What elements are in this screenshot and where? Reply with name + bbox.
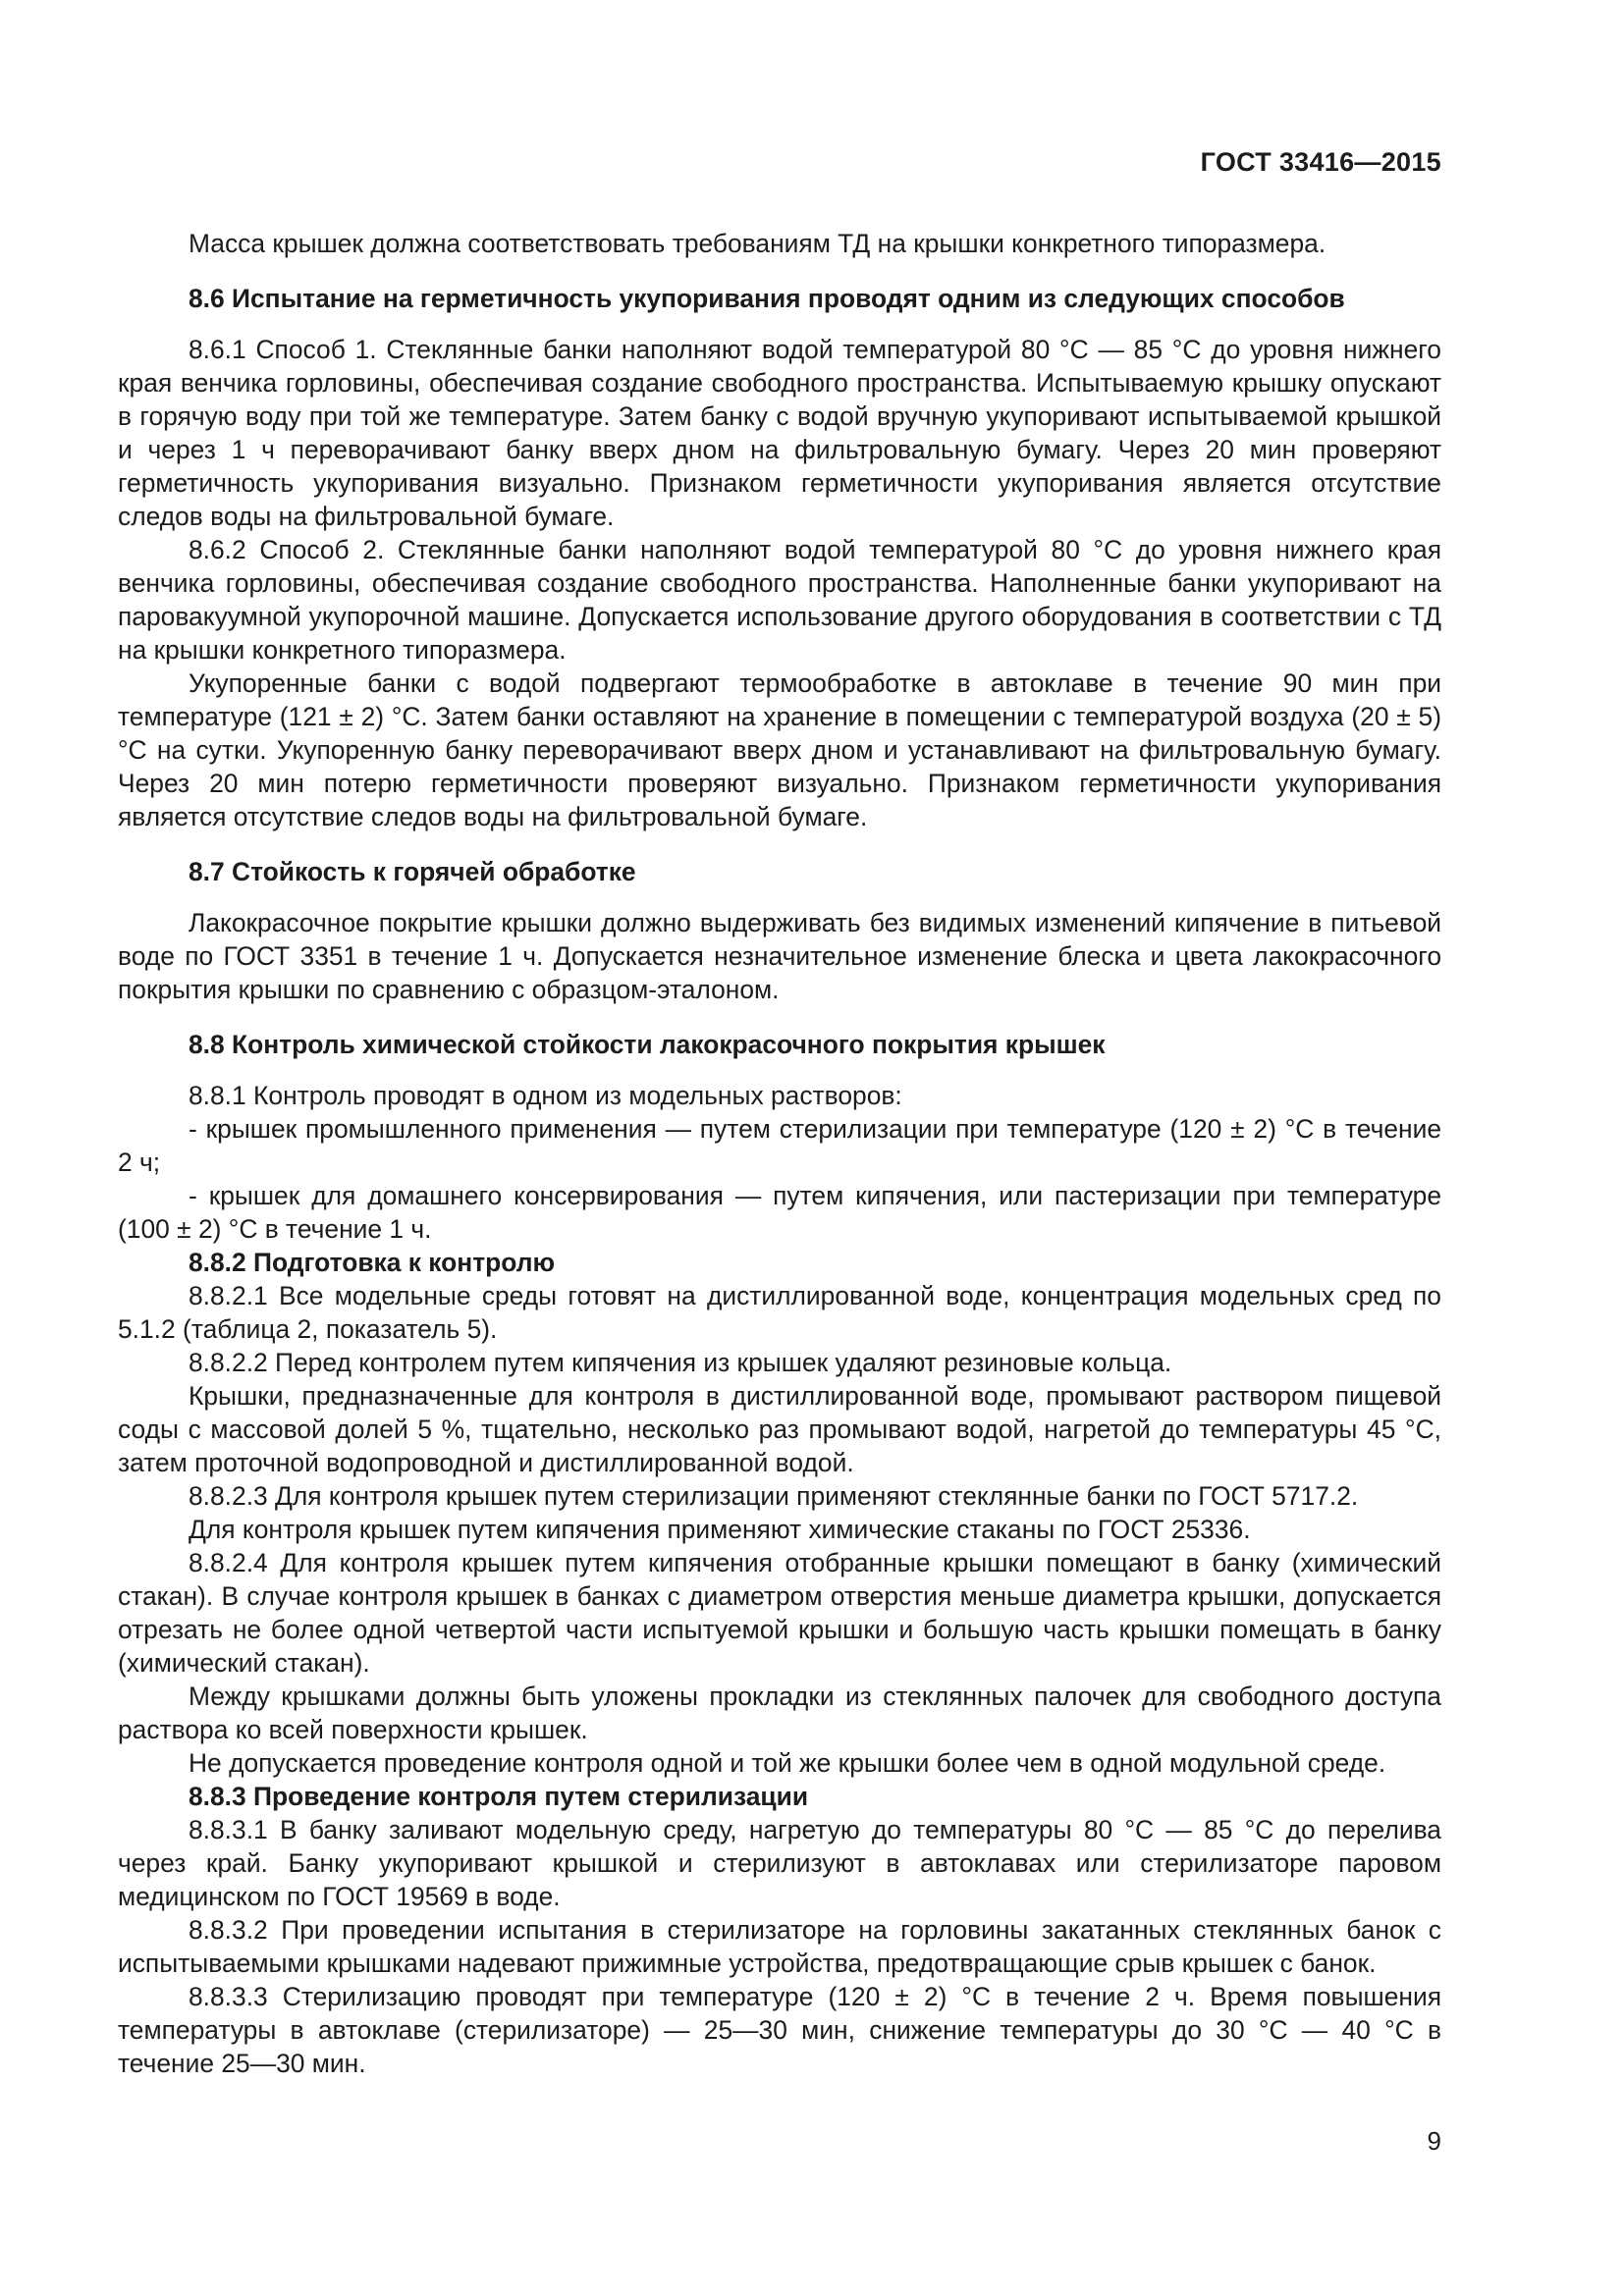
paragraph-8-8-2-4-note: Не допускается проведение контроля одной и той же крышки более чем в одной модульной среде. [189, 1748, 1386, 1778]
heading-8-8-3: 8.8.3 Проведение контроля путем стерилизации [189, 1782, 809, 1811]
paragraph-8-8-2-2: 8.8.2.2 Перед контролем путем кипячения из крышек удаляют резиновые кольца. [189, 1348, 1172, 1377]
list-item-home: - крышек для домашнего консервирования — путем кипячения, или пастеризации при температуре (100 ± 2) °С в течение 1 ч. [118, 1181, 1441, 1244]
list-item-industrial: - крышек промышленного применения — путем стерилизации при температуре (120 ± 2) °С в течение 2 ч; [118, 1114, 1441, 1177]
paragraph-8-6-2: 8.6.2 Способ 2. Стеклянные банки наполняют водой температурой 80 °С до уровня нижнего края венчика горловины, обеспечивая создание свободного пространства. Наполненные банки укупоривают на паровакуумной укупорочной машине. Допускается использование другого оборудования в соответствии с ТД на крышки конкретного типоразмера. [118, 535, 1441, 665]
heading-8-7: 8.7 Стойкость к горячей обработке [189, 857, 636, 886]
paragraph-8-8-3-2: 8.8.3.2 При проведении испытания в стерилизаторе на горловины закатанных стеклянных банок с испытываемыми крышками надевают прижимные устройства, предотвращающие срыв крышек с банок. [118, 1915, 1441, 1978]
paragraph-8-8-2-3: 8.8.2.3 Для контроля крышек путем стерилизации применяют стеклянные банки по ГОСТ 5717.2. [189, 1481, 1359, 1511]
paragraph-8-6-2-cont: Укупоренные банки с водой подвергают термообработке в автоклаве в течение 90 мин при температуре (121 ± 2) °С. Затем банки оставляют на хранение в помещении с температурой воздуха (20 ± 5) °С на сутки. Укупоренную банку переворачивают вверх дном и устанавливают на фильтровальную бумагу. Через 20 мин потерю герметичности проверяют визуально. Признаком герметичности укупоривания является отсутствие следов воды на фильтровальной бумаге. [118, 668, 1441, 831]
paragraph-8-8-3-3: 8.8.3.3 Стерилизацию проводят при температуре (120 ± 2) °С в течение 2 ч. Время повышения температуры в автоклаве (стерилизаторе) — 25—30 мин, снижение температуры до 30 °С — 40 °С в течение 25—30 мин. [118, 1982, 1441, 2078]
heading-8-8: 8.8 Контроль химической стойкости лакокрасочного покрытия крышек [189, 1030, 1106, 1059]
paragraph-8-8-2-1: 8.8.2.1 Все модельные среды готовят на дистиллированной воде, концентрация модельных сред по 5.1.2 (таблица 2, показатель 5). [118, 1281, 1441, 1344]
heading-8-8-2: 8.8.2 Подготовка к контролю [189, 1248, 556, 1277]
heading-8-6: 8.6 Испытание на герметичность укупоривания проводят одним из следующих способов [189, 284, 1345, 313]
page-number: 9 [1427, 2126, 1441, 2156]
paragraph-8-8-2-2-cont: Крышки, предназначенные для контроля в дистиллированной воде, промывают раствором пищевой соды с массовой долей 5 %, тщательно, несколько раз промывают водой, нагретой до температуры 45 °С, затем проточной водопроводной и дистиллированной водой. [118, 1381, 1441, 1477]
paragraph-8-8-2-3-cont: Для контроля крышек путем кипячения применяют химические стаканы по ГОСТ 25336. [189, 1515, 1251, 1544]
paragraph-8-8-2-4-cont: Между крышками должны быть уложены прокладки из стеклянных палочек для свободного доступа раствора ко всей поверхности крышек. [118, 1682, 1441, 1744]
paragraph-8-6-1: 8.6.1 Способ 1. Стеклянные банки наполняют водой температурой 80 °С — 85 °С до уровня нижнего края венчика горловины, обеспечивая создание свободного пространства. Испытываемую крышку опускают в горячую воду при той же температуре. Затем банку с водой вручную укупоривают испытываемой крышкой и через 1 ч переворачивают банку вверх дном на фильтровальную бумагу. Через 20 мин проверяют герметичность укупоривания визуально. Признаком герметичности укупоривания является отсутствие следов воды на фильтровальной бумаге. [118, 335, 1441, 531]
paragraph-mass: Масса крышек должна соответствовать требованиям ТД на крышки конкретного типоразмера. [189, 229, 1326, 258]
document-code: ГОСТ 33416—2015 [1200, 147, 1441, 177]
paragraph-8-8-3-1: 8.8.3.1 В банку заливают модельную среду, нагретую до температуры 80 °С — 85 °С до перелива через край. Банку укупоривают крышкой и стерилизуют в автоклавах или стерилизаторе паровом медицинском по ГОСТ 19569 в воде. [118, 1815, 1441, 1911]
document-body [118, 227, 1441, 2080]
paragraph-8-8-2-4: 8.8.2.4 Для контроля крышек путем кипячения отобранные крышки помещают в банку (химический стакан). В случае контроля крышек в банках с диаметром отверстия меньше диаметра крышки, допускается отрезать не более одной четвертой части испытуемой крышки и большую часть крышки помещать в банку (химический стакан). [118, 1548, 1441, 1678]
paragraph-8-8-1: 8.8.1 Контроль проводят в одном из модельных растворов: [189, 1081, 902, 1110]
paragraph-8-7: Лакокрасочное покрытие крышки должно выдерживать без видимых изменений кипячение в питьевой воде по ГОСТ 3351 в течение 1 ч. Допускается незначительное изменение блеска и цвета лакокрасочного покрытия крышки по сравнению с образцом-эталоном. [118, 908, 1441, 1004]
